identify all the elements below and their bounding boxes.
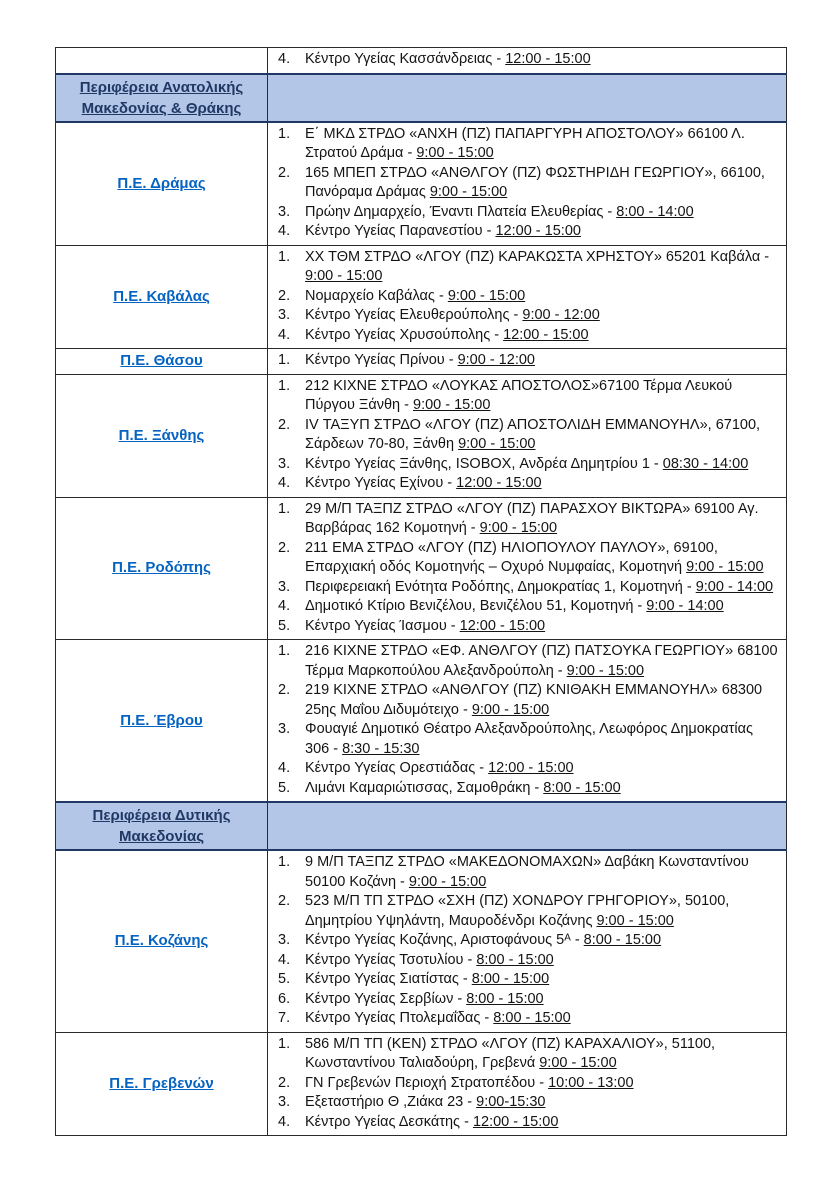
time-range: 8:00 - 15:00 [471,971,550,987]
location-label: Κέντρο Υγείας Πτολεμαΐδας - [305,1010,494,1026]
location-label: Λιμάνι Καμαριώτισσας, Σαμοθράκη - [305,779,544,796]
region-link[interactable]: Π.Ε. Κοζάνης [114,932,209,950]
location-label: Νομαρχείο Καβάλας - [305,287,448,304]
region-header-cell [56,802,268,850]
list-item-text [305,931,778,951]
time-range: 12:00 - 15:00 [505,51,591,67]
list-item-text [305,617,778,637]
list-item-number: 4. [278,1113,291,1130]
list-item [278,306,778,326]
list-item-number: 5. [278,779,291,796]
area-row [56,245,787,349]
location-label: Κέντρο Υγείας Ξάνθης, ISOBOX, Ανδρέα Δημητρίου 1 - [305,455,663,472]
locations-cell [268,245,787,349]
list-item-text [305,1093,778,1113]
time-range: 8:00 - 15:00 [493,1010,571,1026]
time-range: 12:00 - 15:00 [488,760,574,776]
list-item-number: 1. [278,500,291,517]
location-label: 165 ΜΠΕΠ ΣΤΡΔΟ «ΑΝΘΛΓΟΥ (ΠΖ) ΦΩΣΤΗΡΙΔΗ ΓΕΩΡΓΙΟΥ», 66100, Πανόραμα Δράμας [305,164,765,200]
list-item-number: 5. [278,617,291,634]
list-item-text [305,853,778,892]
location-label: Κέντρο Υγείας Δεσκάτης - [305,1113,473,1130]
time-range: 9:00 - 12:00 [522,307,600,323]
location-label: Κέντρο Υγείας Σιατίστας - [305,971,472,987]
location-label: Φουαγιέ Δημοτικό Θέατρο Αλεξανδρούπολης, Λεωφόρος Δημοκρατίας 306 - [305,721,753,757]
list-item-number: 2. [278,416,291,433]
list-item-text [305,416,778,455]
region-header-cell [56,74,268,122]
region-link[interactable]: Π.Ε. Ροδόπης [112,559,211,577]
time-range: 9:00 - 15:00 [539,1055,617,1071]
list-item [278,578,778,598]
time-range: 12:00 - 15:00 [459,617,546,634]
list-item [278,970,778,990]
region-link[interactable]: Π.Ε. Καβάλας [113,287,210,305]
time-range: 9:00 - 15:00 [408,873,487,890]
locations-cell [268,122,787,246]
time-range: 9:00 - 15:00 [413,397,491,413]
list-item [278,539,778,578]
list-item [278,203,778,223]
location-label: ΓΝ Γρεβενών Περιοχή Στρατοπέδου - [305,1074,549,1091]
list-item [278,720,778,759]
list-item-number: 2. [278,164,291,181]
list-item-number: 1. [278,248,291,265]
list-item-number: 3. [278,1094,291,1110]
list-item [278,351,778,371]
list-item [278,931,778,951]
list-item [278,50,778,70]
list-item [278,853,778,892]
list-item [278,1113,778,1133]
location-label: Κέντρο Υγείας Εχίνου - [305,475,457,491]
time-range: 9:00 - 15:00 [458,436,536,452]
list-item-number: 4. [278,475,291,491]
area-row [56,640,787,803]
list-item-number: 4. [278,951,291,968]
list-item-number: 2. [278,1074,291,1091]
list-item [278,416,778,455]
list-item [278,500,778,539]
list-item-text [305,203,778,223]
list-item [278,990,778,1010]
location-label: 523 Μ/Π ΤΠ ΣΤΡΔΟ «ΣΧΗ (ΠΖ) ΧΟΝΔΡΟΥ ΓΡΗΓΟΡΙΟΥ», 50100, Δημητρίου Υψηλάντη, Μαυροδένδρι Κοζάνης [305,893,730,929]
list-item [278,474,778,494]
time-range: 9:00 - 15:00 [416,145,494,161]
area-row [56,122,787,246]
time-range: 9:00 - 15:00 [479,520,558,536]
time-range: 8:00 - 15:00 [466,990,544,1007]
list-item-text [305,326,778,346]
area-row [56,374,787,497]
time-range: 10:00 - 13:00 [548,1074,634,1091]
list-item-number: 3. [278,307,291,323]
list-item-number: 3. [278,721,291,737]
list-item-number: 1. [278,1035,291,1052]
list-item [278,617,778,637]
list-item [278,248,778,287]
list-item-text [305,681,778,720]
region-header-row [56,802,787,850]
list-item-number: 5. [278,971,291,987]
list-item-text [305,1035,778,1074]
list-item-text [305,222,778,242]
time-range: 9:00 - 15:00 [429,184,508,200]
time-range: 8:30 - 15:30 [342,740,420,757]
list-item-text [305,287,778,307]
list-item-number: 2. [278,893,291,909]
region-cell [56,122,268,246]
location-label: Εξεταστήριο Θ ,Ζιάκα 23 - [305,1094,477,1110]
region-cell [56,374,268,497]
list-item-number: 1. [278,377,291,394]
list-item-number: 4. [278,326,291,343]
list-item-text [305,990,778,1010]
list-item-text [305,892,778,931]
location-label: Κέντρο Υγείας Κασσάνδρειας - [305,51,506,67]
list-item-text [305,1113,778,1133]
area-row [56,497,787,640]
location-label: Κέντρο Υγείας Ορεστιάδας - [305,760,489,776]
locations-cell [268,850,787,1032]
list-item-text [305,377,778,416]
location-label: ΧΧ ΤΘΜ ΣΤΡΔΟ «ΛΓΟΥ (ΠΖ) ΚΑΡΑΚΩΣΤΑ ΧΡΗΣΤΟΥ» 65201 Καβάλα - [305,248,770,265]
time-range: 9:00 - 14:00 [646,598,724,614]
list-item-text [305,759,778,779]
list-item [278,287,778,307]
region-cell [56,1032,268,1136]
list-item-text [305,474,778,494]
location-label: Κέντρο Υγείας Παρανεστίου - [305,223,496,239]
time-range: 12:00 - 15:00 [456,475,542,491]
list-item [278,681,778,720]
locations-table [55,47,787,1136]
location-label: 9 Μ/Π ΤΑΞΠΖ ΣΤΡΔΟ «ΜΑΚΕΔΟΝΟΜΑΧΩΝ» Δαβάκη Κωνσταντίνου 50100 Κοζάνη - [305,854,749,890]
time-range: 9:00 - 15:00 [686,559,764,575]
region-link[interactable]: Π.Ε. Έβρου [120,711,203,729]
region-link[interactable]: Π.Ε. Γρεβενών [109,1074,214,1092]
list-item-number: 1. [278,854,291,870]
time-range: 9:00 - 15:00 [566,662,645,679]
list-item-text [305,597,778,617]
list-item-number: 3. [278,932,291,948]
region-header-empty-cell [268,74,787,122]
location-label: Κέντρο Υγείας Χρυσούπολης - [305,326,504,343]
list-item-text [305,951,778,971]
region-cell [56,48,268,74]
list-item-text [305,970,778,990]
region-header-row [56,74,787,122]
area-row [56,48,787,74]
list-item-text [305,720,778,759]
location-label: Δημοτικό Κτίριο Βενιζέλου, Βενιζέλου 51, Κομοτηνή - [305,598,647,614]
locations-cell [268,640,787,803]
location-label: 586 Μ/Π ΤΠ (ΚΕΝ) ΣΤΡΔΟ «ΛΓΟΥ (ΠΖ) ΚΑΡΑΧΑΛΙΟΥ», 51100, Κωνσταντίνου Ταλιαδούρη, Γρεβενά [305,1035,716,1071]
locations-cell [268,349,787,375]
location-label: Κέντρο Υγείας Κοζάνης, Αριστοφάνους 5ᴬ - [305,932,584,948]
list-item-text [305,539,778,578]
region-cell [56,850,268,1032]
location-label: Περιφερειακή Ενότητα Ροδόπης, Δημοκρατίας 1, Κομοτηνή - [305,578,696,595]
time-range: 12:00 - 15:00 [495,223,581,239]
list-item [278,779,778,799]
list-item-number: 7. [278,1010,291,1026]
location-label: Κέντρο Υγείας Τσοτυλίου - [305,951,477,968]
list-item-number: 4. [278,51,291,67]
list-item [278,164,778,203]
location-label: 216 ΚΙΧΝΕ ΣΤΡΔΟ «ΕΦ. ΑΝΘΛΓΟΥ (ΠΖ) ΠΑΤΣΟΥΚΑ ΓΕΩΡΓΙΟΥ» 68100 Τέρμα Μαρκοπούλου Αλεξανδρούπολη - [305,643,778,679]
list-item-text [305,1074,778,1094]
list-item [278,597,778,617]
location-label: IV ΤΑΞΥΠ ΣΤΡΔΟ «ΛΓΟΥ (ΠΖ) ΑΠΟΣΤΟΛΙΔΗ ΕΜΜΑΝΟΥΗΛ», 67100, Σάρδεων 70-80, Ξάνθη [305,416,761,452]
list-item-text [305,248,778,287]
region-link[interactable]: Π.Ε. Ξάνθης [118,426,205,444]
list-item-text [305,578,778,598]
location-label: Ε΄ ΜΚΔ ΣΤΡΔΟ «ΑΝΧΗ (ΠΖ) ΠΑΠΑΡΓΥΡΗ ΑΠΟΣΤΟΛΟΥ» 66100 Λ. Στρατού Δράμα - [305,125,745,161]
list-item-text [305,306,778,326]
list-item-text [305,50,778,70]
region-link[interactable]: Π.Ε. Θάσου [120,352,203,370]
list-item [278,892,778,931]
location-label: 219 ΚΙΧΝΕ ΣΤΡΔΟ «ΑΝΘΛΓΟΥ (ΠΖ) ΚΝΙΘΑΚΗ ΕΜΜΑΝΟΥΗΛ» 68300 25ης Μαΐου Διδυμότειχο - [305,682,763,718]
list-item [278,377,778,416]
list-item [278,326,778,346]
list-item-number: 4. [278,223,291,239]
list-item-number: 1. [278,125,291,142]
list-item-number: 2. [278,682,291,698]
list-item-text [305,779,778,799]
time-range: 8:00 - 14:00 [616,203,694,220]
list-item-text [305,642,778,681]
list-item [278,222,778,242]
locations-cell [268,48,787,74]
region-cell [56,245,268,349]
region-header-empty-cell [268,802,787,850]
list-item-text [305,455,778,475]
region-header-link[interactable]: Περιφέρεια Ανατολικής Μακεδονίας & Θράκης [79,78,244,117]
list-item [278,951,778,971]
location-label: 29 Μ/Π ΤΑΞΠΖ ΣΤΡΔΟ «ΛΓΟΥ (ΠΖ) ΠΑΡΑΣΧΟΥ ΒΙΚΤΩΡΑ» 69100 Αγ. Βαρβάρας 162 Κομοτηνή - [305,500,759,536]
time-range: 8:00 - 15:00 [583,932,662,948]
list-item [278,1074,778,1094]
list-item-number: 3. [278,455,291,472]
location-label: Κέντρο Υγείας Σερβίων - [305,990,467,1007]
location-label: Κέντρο Υγείας Ίασμου - [305,617,460,634]
list-item [278,759,778,779]
time-range: 9:00 - 15:00 [596,912,674,929]
locations-cell [268,497,787,640]
time-range: 8:00 - 15:00 [543,779,621,796]
list-item-text [305,1009,778,1029]
region-cell [56,497,268,640]
region-header-link[interactable]: Περιφέρεια Δυτικής Μακεδονίας [92,807,231,845]
area-row [56,1032,787,1136]
list-item-number: 4. [278,598,291,614]
region-cell [56,640,268,803]
area-row [56,850,787,1032]
time-range: 9:00 - 15:00 [471,701,550,718]
list-item-number: 3. [278,578,291,595]
list-item-text [305,125,778,164]
list-item [278,1093,778,1113]
list-item-text [305,500,778,539]
time-range: 9:00 - 15:00 [447,287,526,304]
list-item-number: 2. [278,539,291,556]
region-link[interactable]: Π.Ε. Δράμας [117,174,206,192]
time-range: 9:00 - 15:00 [305,268,383,284]
list-item-number: 1. [278,643,291,659]
locations-cell [268,1032,787,1136]
location-label: 212 ΚΙΧΝΕ ΣΤΡΔΟ «ΛΟΥΚΑΣ ΑΠΟΣΤΟΛΟΣ»67100 Τέρμα Λευκού Πύργου Ξάνθη - [305,377,733,413]
time-range: 8:00 - 15:00 [476,951,554,968]
list-item [278,1035,778,1074]
list-item-number: 4. [278,760,291,776]
list-item-number: 6. [278,990,291,1007]
list-item [278,642,778,681]
time-range: 9:00 - 12:00 [457,352,535,368]
locations-table-body [56,48,787,1136]
area-row [56,349,787,375]
list-item-number: 3. [278,203,291,220]
location-label: Κέντρο Υγείας Ελευθερούπολης - [305,307,523,323]
list-item [278,455,778,475]
time-range: 08:30 - 14:00 [662,455,749,472]
region-cell [56,349,268,375]
list-item-number: 2. [278,287,291,304]
list-item-text [305,164,778,203]
time-range: 9:00-15:30 [476,1094,546,1110]
list-item-text [305,351,778,371]
location-label: 211 ΕΜΑ ΣΤΡΔΟ «ΛΓΟΥ (ΠΖ) ΗΛΙΟΠΟΥΛΟΥ ΠΑΥΛΟΥ», 69100, Επαρχιακή οδός Κομοτηνής – Οχυρό Νυμφαίας, Κομοτηνή [305,539,718,575]
time-range: 12:00 - 15:00 [472,1113,559,1130]
location-label: Πρώην Δημαρχείο, Έναντι Πλατεία Ελευθερίας - [305,203,617,220]
time-range: 9:00 - 14:00 [695,578,774,595]
list-item [278,1009,778,1029]
list-item [278,125,778,164]
locations-cell [268,374,787,497]
location-label: Κέντρο Υγείας Πρίνου - [305,352,458,368]
list-item-number: 1. [278,352,291,368]
time-range: 12:00 - 15:00 [503,326,589,343]
